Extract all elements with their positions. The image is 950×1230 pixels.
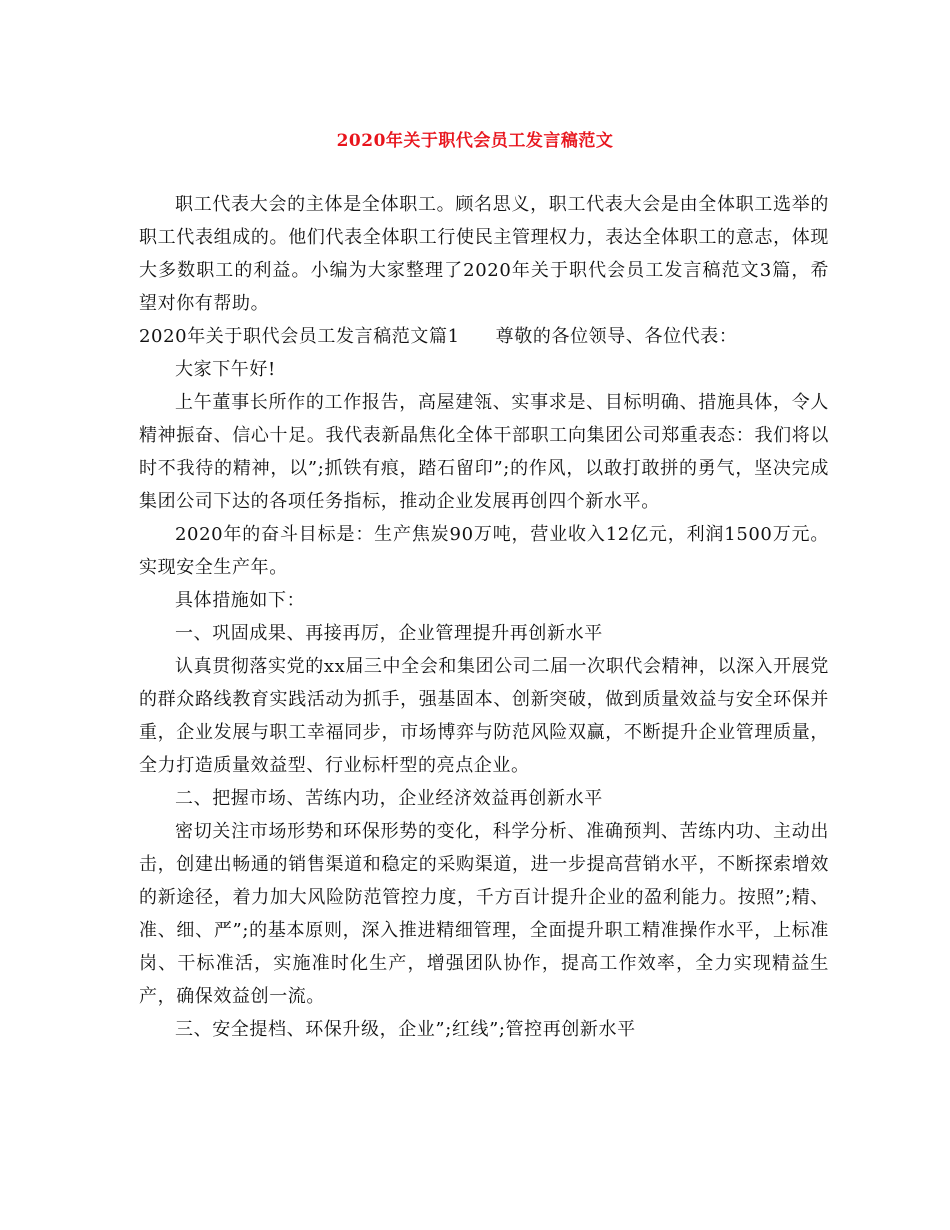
greeting: 大家下午好! xyxy=(175,359,276,380)
body-paragraph: 具体措施如下： xyxy=(175,590,306,611)
subheading: 一、巩固成果、再接再厉，企业管理提升再创新水平 xyxy=(175,623,603,644)
body-paragraph: 认真贯彻落实党的xx届三中全会和集团公司二届一次职代会精神，以深入开展党的群众路线教育实践活动为抓手，强基固本、创新突破，做到质量效益与安全环保并重，企业发展与职工幸福同步，市场博弈与防范风险双赢，不断提升企业管理质量，全力打造质量效益型、行业标杆型的亮点企业。 xyxy=(139,656,829,776)
intro-paragraph: 职工代表大会的主体是全体职工。顾名思义，职工代表大会是由全体职工选举的职工代表组成的。他们代表全体职工行使民主管理权力，表达全体职工的意志，体现大多数职工的利益。小编为大家整理了2020年关于职代会员工发言稿范文3篇，希望对你有帮助。 xyxy=(139,194,829,314)
section-heading: 2020年关于职代会员工发言稿范文篇1 xyxy=(139,326,460,347)
section-heading-line xyxy=(139,320,829,353)
body-paragraph: 密切关注市场形势和环保形势的变化，科学分析、准确预判、苦练内功、主动出击，创建出畅通的销售渠道和稳定的采购渠道，进一步提高营销水平，不断探索增效的新途径，着力加大风险防范管控力度，千方百计提升企业的盈利能力。按照”;精、准、细、严”;的基本原则，深入推进精细管理，全面提升职工精准操作水平，上标准岗、干标准活，实施准时化生产，增强团队协作，提高工作效率，全力实现精益生产，确保效益创一流。 xyxy=(139,821,829,1007)
document-body xyxy=(139,188,829,1046)
body-paragraph: 2020年的奋斗目标是：生产焦炭90万吨，营业收入12亿元，利润1500万元。实现安全生产年。 xyxy=(139,524,829,578)
document-title: 2020年关于职代会员工发言稿范文 xyxy=(336,131,614,151)
subheading: 二、把握市场、苦练内功，企业经济效益再创新水平 xyxy=(175,788,603,809)
salutation: 尊敬的各位领导、各位代表： xyxy=(495,326,738,347)
body-paragraph: 上午董事长所作的工作报告，高屋建瓴、实事求是、目标明确、措施具体，令人精神振奋、信心十足。我代表新晶焦化全体干部职工向集团公司郑重表态：我们将以时不我待的精神，以”;抓铁有痕，踏石留印”;的作风，以敢打敢拼的勇气，坚决完成集团公司下达的各项任务指标，推动企业发展再创四个新水平。 xyxy=(139,392,829,512)
subheading: 三、安全提档、环保升级，企业”;红线”;管控再创新水平 xyxy=(175,1019,636,1040)
